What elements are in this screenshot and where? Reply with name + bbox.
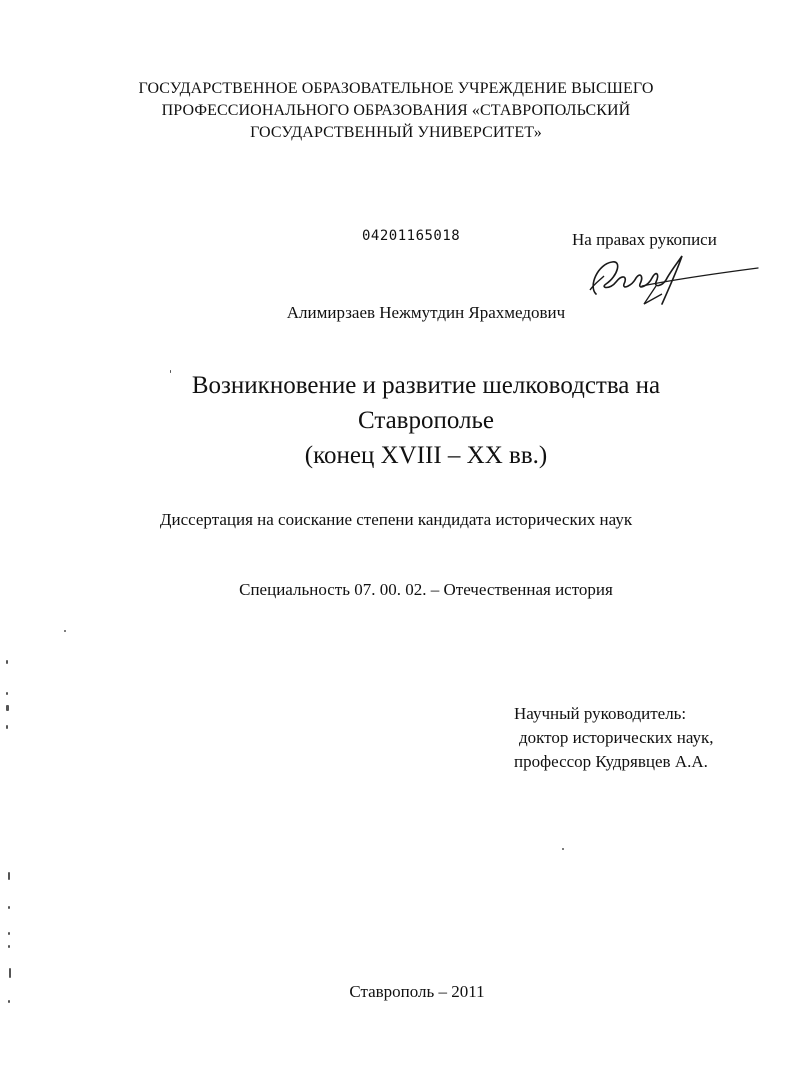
title-line-2: Ставрополье [358, 407, 494, 434]
scan-speck [6, 692, 8, 695]
specialty: Специальность 07. 00. 02. – Отечественная история [239, 580, 613, 599]
institution-line-2: ПРОФЕССИОНАЛЬНОГО ОБРАЗОВАНИЯ «СТАВРОПОЛЬСКИЙ [161, 102, 631, 119]
rights-note: На правах рукописи [572, 230, 717, 249]
dissertation-type: Диссертация на соискание степени кандидата исторических наук [159, 510, 633, 529]
scan-speck [6, 705, 9, 711]
institution-line-3: ГОСУДАРСТВЕННЫЙ УНИВЕРСИТЕТ» [250, 124, 542, 141]
supervisor-degree: доктор исторических наук, [519, 728, 714, 747]
scan-speck [8, 1000, 10, 1003]
scan-speck [170, 370, 171, 373]
scan-speck [64, 630, 66, 632]
dissertation-title [0, 368, 792, 473]
scan-speck [8, 872, 10, 880]
archive-code: 04201165018 [362, 228, 461, 244]
supervisor-name: профессор Кудрявцев А.А. [514, 752, 708, 771]
title-line-3: (конец XVIII – XX вв.) [304, 442, 548, 469]
institution-line-1: ГОСУДАРСТВЕННОЕ ОБРАЗОВАТЕЛЬНОЕ УЧРЕЖДЕНИЕ ВЫСШЕГО [138, 80, 654, 97]
scan-speck [8, 932, 10, 935]
scan-speck [6, 725, 8, 729]
institution-header [0, 78, 792, 144]
scan-speck [6, 660, 8, 664]
city-year: Ставрополь – 2011 [349, 982, 485, 1001]
scan-speck [8, 906, 10, 909]
supervisor-block [514, 702, 714, 774]
scan-speck [8, 945, 10, 948]
title-line-1: Возникновение и развитие шелководства на [191, 372, 661, 399]
scan-speck [562, 848, 564, 850]
supervisor-label: Научный руководитель: [514, 704, 687, 723]
scan-speck [9, 968, 11, 978]
author-name: Алимирзаев Нежмутдин Ярахмедович [286, 303, 566, 322]
